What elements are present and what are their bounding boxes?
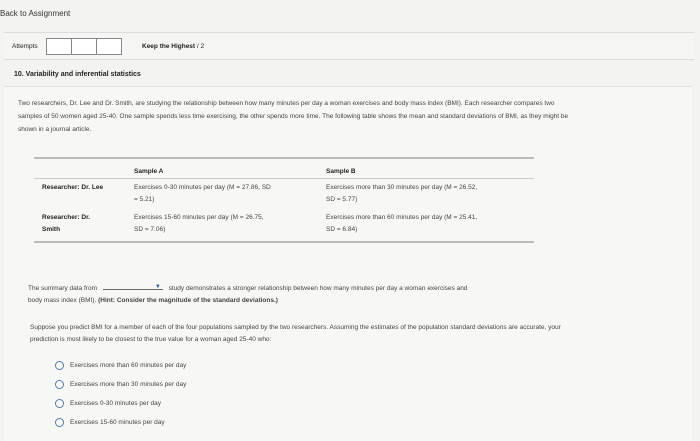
table-bottom-rule	[34, 241, 534, 243]
row-label-lee: Researcher: Dr. Lee	[42, 184, 104, 191]
option-15-60[interactable]: Exercises 15-60 minutes per day	[55, 418, 165, 427]
question-intro: Two researchers, Dr. Lee and Dr. Smith, are studying the relationship between how many minutes per day a woman exercises and body mass index (BMI). Each researcher compares two samples of 50 women aged 25-40. One sample spends less time exercising, the other spends more time. The following table shows the mean and standard deviations of BMI, as they might be shown in a journal article.	[18, 100, 569, 133]
prediction-question: Suppose you predict BMI for a member of each of the four populations sampled by the two researchers. Assuming the estimates of the population standard deviations are accurate, your prediction is most likely to be closest to the true value for a woman aged 25-40 who:	[30, 324, 561, 343]
attempt-indicator	[46, 38, 121, 55]
cell-lee-a: Exercises 0-30 minutes per day (M = 27.86, SD = 5.21)	[134, 184, 271, 203]
table-top-rule	[34, 157, 534, 159]
attempt-box-1	[46, 38, 72, 55]
keep-highest-label: Keep the Highest / 2	[142, 43, 205, 50]
summary-statement: The summary data from ▼ study demonstrates a stronger relationship between how many minutes per day a woman exercises and body mass index (BMI). (Hint: Consider the magnitude of the standard deviations.)	[28, 281, 568, 307]
radio-icon[interactable]	[55, 418, 64, 427]
cell-smith-b: Exercises more than 60 minutes per day (M = 25.41, SD = 6.84)	[326, 214, 478, 233]
back-to-assignment-link[interactable]: Back to Assignment	[0, 9, 71, 18]
attempt-box-2	[71, 38, 97, 55]
hint-text: (Hint: Consider the magnitude of the standard deviations.)	[98, 297, 278, 304]
radio-icon[interactable]	[55, 399, 64, 408]
table-header-sample-b: Sample B	[326, 168, 356, 175]
table-header-rule	[34, 178, 534, 179]
radio-icon[interactable]	[55, 380, 64, 389]
attempt-box-3	[96, 38, 122, 55]
attempts-label: Attempts	[12, 43, 38, 50]
radio-icon[interactable]	[55, 361, 64, 370]
option-more-than-30[interactable]: Exercises more than 30 minutes per day	[55, 380, 186, 389]
row-label-smith: Researcher: Dr. Smith	[42, 214, 91, 233]
option-0-30[interactable]: Exercises 0-30 minutes per day	[55, 399, 161, 408]
question-title: 10. Variability and inferential statistics	[14, 71, 141, 78]
cell-smith-a: Exercises 15-60 minutes per day (M = 26.75, SD = 7.06)	[134, 214, 264, 233]
researcher-dropdown[interactable]	[103, 281, 163, 290]
chevron-down-icon: ▼	[154, 284, 161, 290]
option-more-than-60[interactable]: Exercises more than 60 minutes per day	[55, 361, 186, 370]
cell-lee-b: Exercises more than 30 minutes per day (M = 26.52, SD = 5.77)	[326, 184, 478, 203]
table-header-sample-a: Sample A	[134, 168, 164, 175]
